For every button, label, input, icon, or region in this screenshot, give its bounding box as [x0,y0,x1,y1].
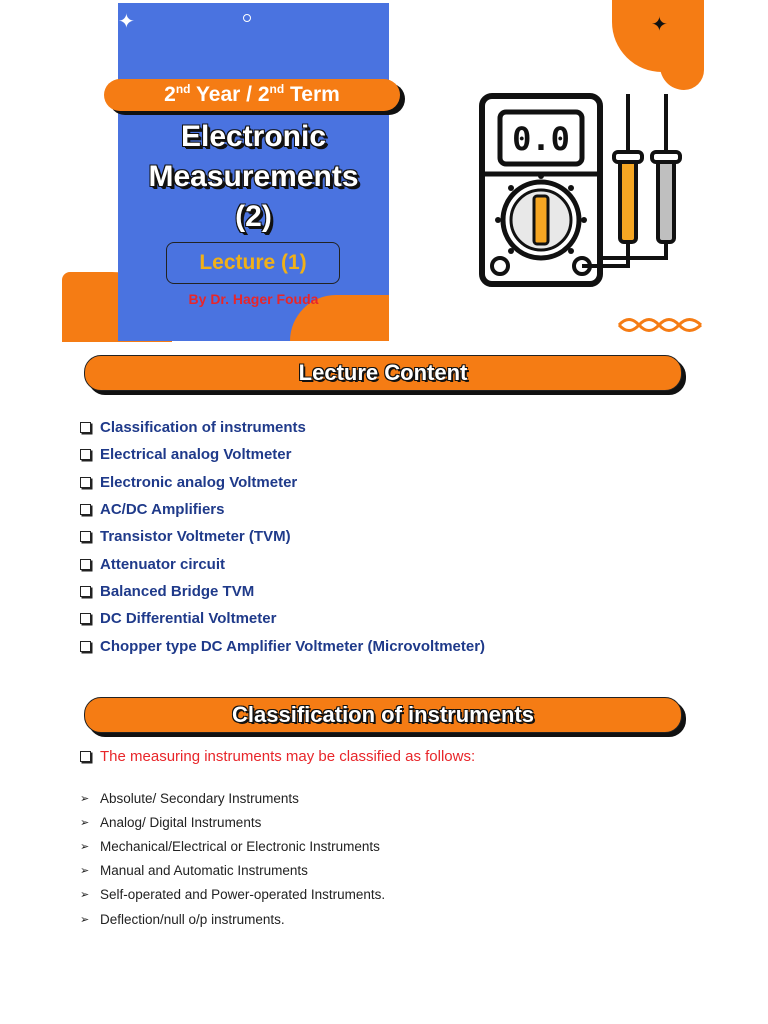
wave-decor-icon [617,316,705,334]
title-line-3: (2) [235,200,272,233]
list-item: Electrical analog Voltmeter [80,441,485,468]
checkbox-icon [80,531,91,542]
list-item: Electronic analog Voltmeter [80,469,485,496]
arrow-bullet-icon: ➢ [80,816,90,829]
list-item: ➢ Deflection/null o/p instruments. [80,911,285,927]
list-item: ➢ Mechanical/Electrical or Electronic Instruments [80,838,380,854]
checkbox-icon [80,449,91,460]
sparkle-dark-icon: ✦ [651,14,668,36]
checkbox-icon [80,613,91,624]
arrow-bullet-icon: ➢ [80,913,90,926]
list-item: ➢ Manual and Automatic Instruments [80,863,308,879]
title-line-1: Electronic [180,120,327,153]
decor-blob-top-right-2 [660,40,704,90]
list-item: ➢ Absolute/ Secondary Instruments [80,790,299,806]
list-item: ➢ Self-operated and Power-operated Instruments. [80,887,386,903]
list-item: Chopper type DC Amplifier Voltmeter (Microvoltmeter) [80,632,485,659]
arrow-bullet-icon: ➢ [80,889,90,902]
ring-icon [243,14,251,22]
list-item: Balanced Bridge TVM [80,578,485,605]
list-item: AC/DC Amplifiers [80,496,485,523]
arrow-bullet-icon: ➢ [80,865,90,878]
checkbox-icon [80,504,91,515]
checkbox-icon [80,559,91,570]
term-badge: 2nd Year / 2nd Term [104,79,400,111]
classification-list [80,786,385,931]
list-item: Transistor Voltmeter (TVM) [80,523,485,550]
classification-intro: The measuring instruments may be classified as follows: [80,748,475,765]
title-line-2: Measurements [148,160,359,193]
list-item: Classification of instruments [80,414,485,441]
lecture-content-list [80,414,485,660]
arrow-bullet-icon: ➢ [80,840,90,853]
arrow-bullet-icon: ➢ [80,792,90,805]
author-name: By Dr. Hager Fouda [188,291,319,307]
list-item: ➢ Analog/ Digital Instruments [80,814,262,830]
multimeter-icon [460,88,700,293]
checkbox-icon [80,641,91,652]
list-item: Attenuator circuit [80,550,485,577]
checkbox-icon [80,477,91,488]
checkbox-icon [80,586,91,597]
lecture-content-heading: Lecture Content [84,355,682,391]
multimeter-display: 0.0 [512,120,570,158]
lecture-label: Lecture (1) [166,242,340,284]
checkbox-icon [80,751,91,762]
list-item: DC Differential Voltmeter [80,605,485,632]
classification-heading: Classification of instruments [84,697,682,733]
sparkle-icon: ✦ [118,11,135,33]
checkbox-icon [80,422,91,433]
